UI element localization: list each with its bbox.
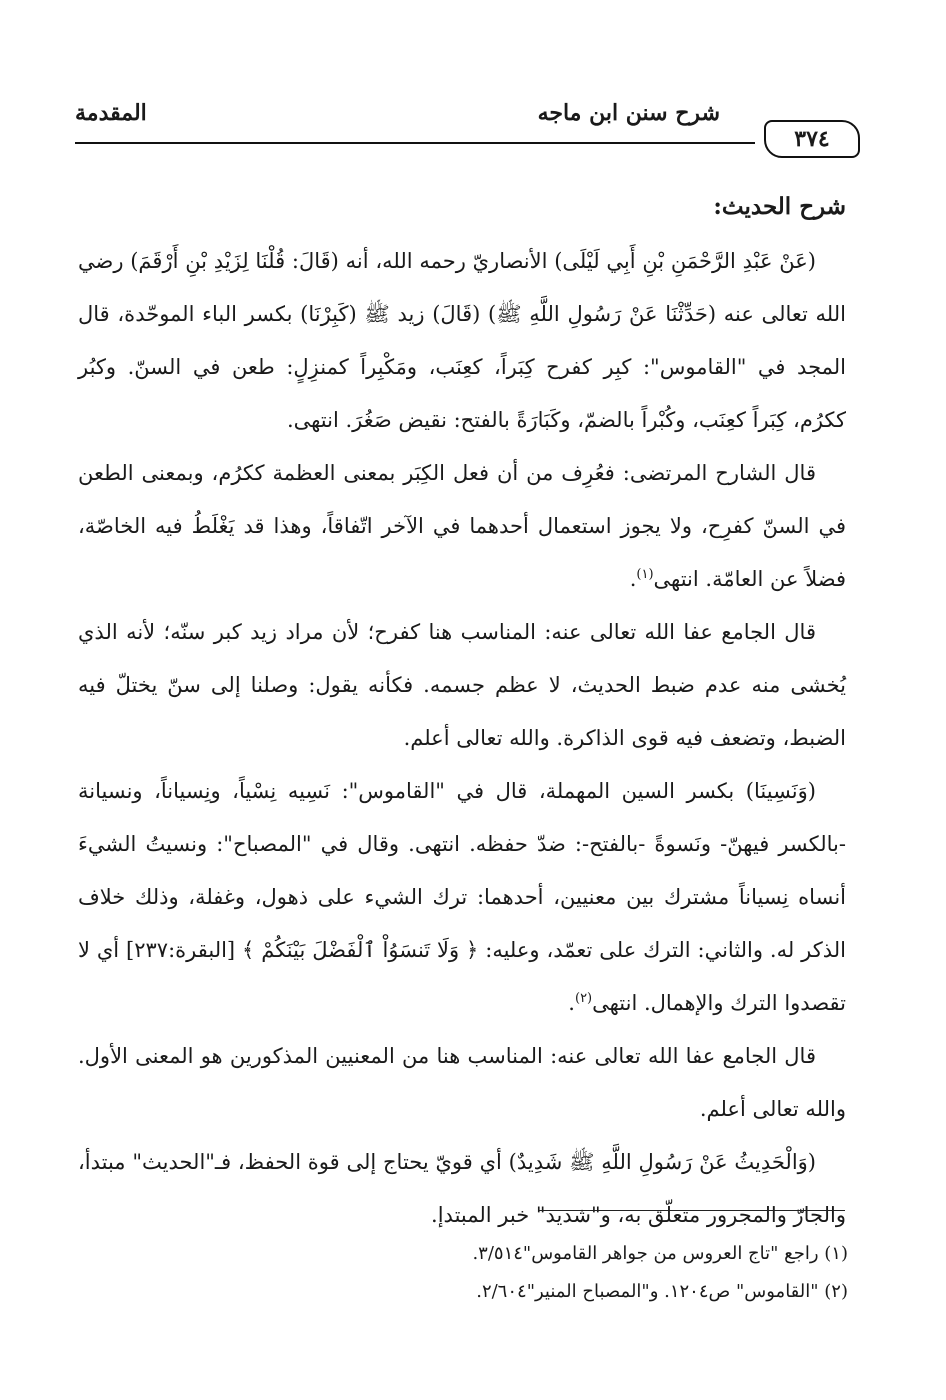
header-rule <box>75 142 755 144</box>
running-header <box>75 100 855 160</box>
footnote-rule <box>539 1210 845 1211</box>
paragraph-1: (عَنْ عَبْدِ الرَّحْمَنِ بْنِ أَبِي لَيْلَى) الأنصاريّ رحمه الله، أنه (قَالَ: قُلْنَا لِزَيْدِ بْنِ أَرْقَمَ) رضي الله تعالى عنه (حَدِّثْنَا عَنْ رَسُولِ اللَّهِ ﷺ) (قَالَ) زيد ﷺ (كَبِرْنَا) بكسر الباء الموحّدة، قال المجد في "القاموس": كبِر كفرح كِبَراً، كعِنَب، ومَكْبِراً كمنزِلٍ: طعن في السنّ. وكبُر ككرُم، كِبَراً كعِنَب، وكُبْراً بالضمّ، وكَبَارَةً بالفتح: نقيض صَغُرَ. انتهى. <box>78 249 846 432</box>
paragraph-4-period: . <box>568 991 575 1015</box>
paragraph-2-text: قال الشارح المرتضى: فعُرِف من أن فعل الكِبَر بمعنى العظمة ككرُم، وبمعنى الطعن في السنّ كفرِح، ولا يجوز استعمال أحدهما في الآخر اتّفاقاً، وهذا قد يَغْلَطُ فيه الخاصّة، فضلاً عن العامّة. انتهى <box>78 461 846 591</box>
page-number: ٣٧٤ <box>764 120 860 158</box>
paragraph-5: قال الجامع عفا الله تعالى عنه: المناسب هنا من المعنيين المذكورين هو المعنى الأول. والله تعالى أعلم. <box>78 1044 846 1121</box>
footnote-ref-1: (١) <box>636 567 654 582</box>
section-heading: شرح الحديث: <box>713 193 846 220</box>
paragraph-6: (وَالْحَدِيثُ عَنْ رَسُولِ اللَّهِ ﷺ شَدِيدٌ) أي قويّ يحتاج إلى قوة الحفظ، فـ"الحديث" مبتدأ، والجارّ والمجرور متعلّق به، و"شديد" خبر المبتدإ. <box>78 1150 846 1227</box>
paragraph-4-text: (وَنَسِينَا) بكسر السين المهملة، قال في "القاموس": نَسِيه نِسْياً، ونِسياناً، ونسيانة -بالكسر فيهنّ- ونَسوةً -بالفتح-: ضدّ حفظه. انتهى. وقال في "المصباح": ونسيتُ الشيءَ أنساه نِسياناً مشترك بين معنيين، أحدهما: ترك الشيء على ذهول، وغفلة، وذلك خلاف الذكر له. والثاني: الترك على تعمّد، وعليه: ﴿ وَلَا تَنسَوُاْ ٱلْفَضْلَ بَيْنَكُمْ ﴾ [البقرة:٢٣٧] أي لا تقصدوا الترك والإهمال. انتهى <box>78 779 846 1015</box>
paragraph-4 <box>78 765 846 1030</box>
main-text <box>78 180 846 1242</box>
footnote-2: (٢) "القاموس" ص١٢٠٤. و"المصباح المنير"٢/٦٠٤. <box>476 1281 848 1302</box>
paragraph-2-period: . <box>629 567 637 591</box>
footnote-1: (١) راجع "تاج العروس من جواهر القاموس"٣/٥١٤. <box>472 1243 848 1264</box>
paragraph-3: قال الجامع عفا الله تعالى عنه: المناسب هنا كفرح؛ لأن مراد زيد كبر سنّه؛ لأنه الذي يُخشى منه عدم ضبط الحديث، لا عظم جسمه. فكأنه يقول: وصلنا إلى سنّ يختلّ فيه الضبط، وتضعف فيه قوى الذاكرة. والله تعالى أعلم. <box>78 620 846 750</box>
paragraph-2 <box>78 447 846 606</box>
footnote-ref-2: (٢) <box>574 991 593 1006</box>
footnotes <box>148 1235 848 1311</box>
book-title: شرح سنن ابن ماجه <box>537 100 720 126</box>
section-title: المقدمة <box>75 100 147 126</box>
